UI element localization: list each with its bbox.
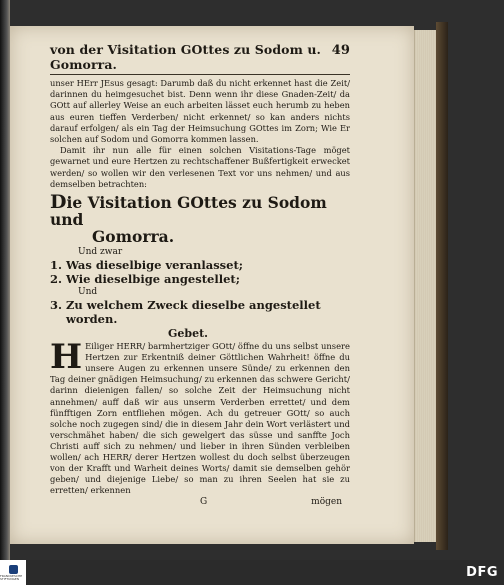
point-number: 3. [50,298,63,313]
page-number: 49 [331,43,350,58]
catchword: mögen [311,497,342,508]
section-title-initial: D [50,191,67,214]
page-edges [414,30,437,542]
intro-paragraph: unser HErr JEsus gesagt: Darumb daß du nicht erkennet hast die Zeit/ darinnen du heimgesuchet bist. Denn wenn ihr diese Gnaden-Zeit/ da GOtt auf allerley Weise an euch arbeiten lässet euch herumb zu heben aus euren tieffen Verderben/ nicht erkennet/ so kan anders nichts darauf erfolgen/ als ein Tag der Heimsuchung GOttes im Zorn; Wie Er solchen auf Sodom und Gomorra kommen lassen. [50,78,350,145]
und-zwar-label: Und zwar [78,247,123,258]
point-text: Zu welchem Zweck dieselbe angestellet worden. [66,298,321,327]
running-header [50,42,350,75]
intro-text [50,78,350,190]
section-title-line1: ie Visitation GOttes zu Sodom und [50,193,327,230]
point-number: 1. [50,258,63,273]
und-label: Und [78,287,98,298]
point-text: Wie dieselbige angestellet; [66,272,240,287]
foundation-emblem-icon [9,565,18,574]
point-number: 2. [50,272,63,287]
dfg-logo[interactable]: DFG [466,565,498,580]
gutter-shadow [0,0,10,560]
viewer-footer-bar [0,560,504,585]
signature-mark: G [200,497,208,508]
francke-foundation-logo[interactable] [0,560,26,585]
running-title: von der Visitation GOttes zu Sodom u. Gomorra. [50,42,322,72]
prayer-body: Eiliger HERR/ barmhertziger GOtt/ öffne du uns selbst unsere Hertzen zur Erkentniß deiner Göttlichen Wahrheit! öffne du unsere Augen zu erkennen unsere Sünde/ zu erkennen den Tag deiner gnädigen Heimsuchung/ zu erkennen das schwere Gericht/ darinn dieienigen fallen/ so solche Zeit der Heimsuchung nicht annehmen/ auff daß wir aus unserm Verderben errettet/ und dem fünfftigen Zorn entfliehen mögen. Ach du getreuer GOtt/ so auch solche noch zugegen sind/ die in diesem Jahr dein Wort verlästert und verschmähet haben/ die sich gewelgert das süsse und sanffte Joch Christi auff sich zu nehmen/ und lieber in ihren Sünden verbleiben wollen/ ach HERR/ derer Hertzen wollest du doch selbst überzeugen von der Krafft und Warheit deines Worts/ damit sie demselben gehör geben/ und diejenige Liebe/ so man zu ihren Seelen hat sie zu erretten/ erkennen [50,341,350,496]
division-point [50,298,350,326]
prayer-heading: Gebet. [168,327,208,341]
book-cover-edge [436,22,448,550]
section-title-line2: Gomorra. [92,227,175,247]
page-footer [50,497,350,507]
prayer-text [50,337,350,496]
section-title [50,191,350,247]
prayer-initial: H [50,337,83,378]
point-text: Was dieselbige veranlasset; [66,258,244,273]
division-point [50,272,350,286]
foundation-logo-caption: FRANCKESCHE STIFTUNGEN [0,573,23,581]
intro-paragraph: Damit ihr nun alle für einen solchen Visitations-Tage möget gewarnet und eure Hertzen zu rechtschaffener Bußfertigkeit erwecket werden/ so wollen wir den verlesenen Text vor uns nehmen/ und aus demselben betrachten: [50,145,350,189]
page-content [50,42,350,507]
division-point [50,258,350,272]
